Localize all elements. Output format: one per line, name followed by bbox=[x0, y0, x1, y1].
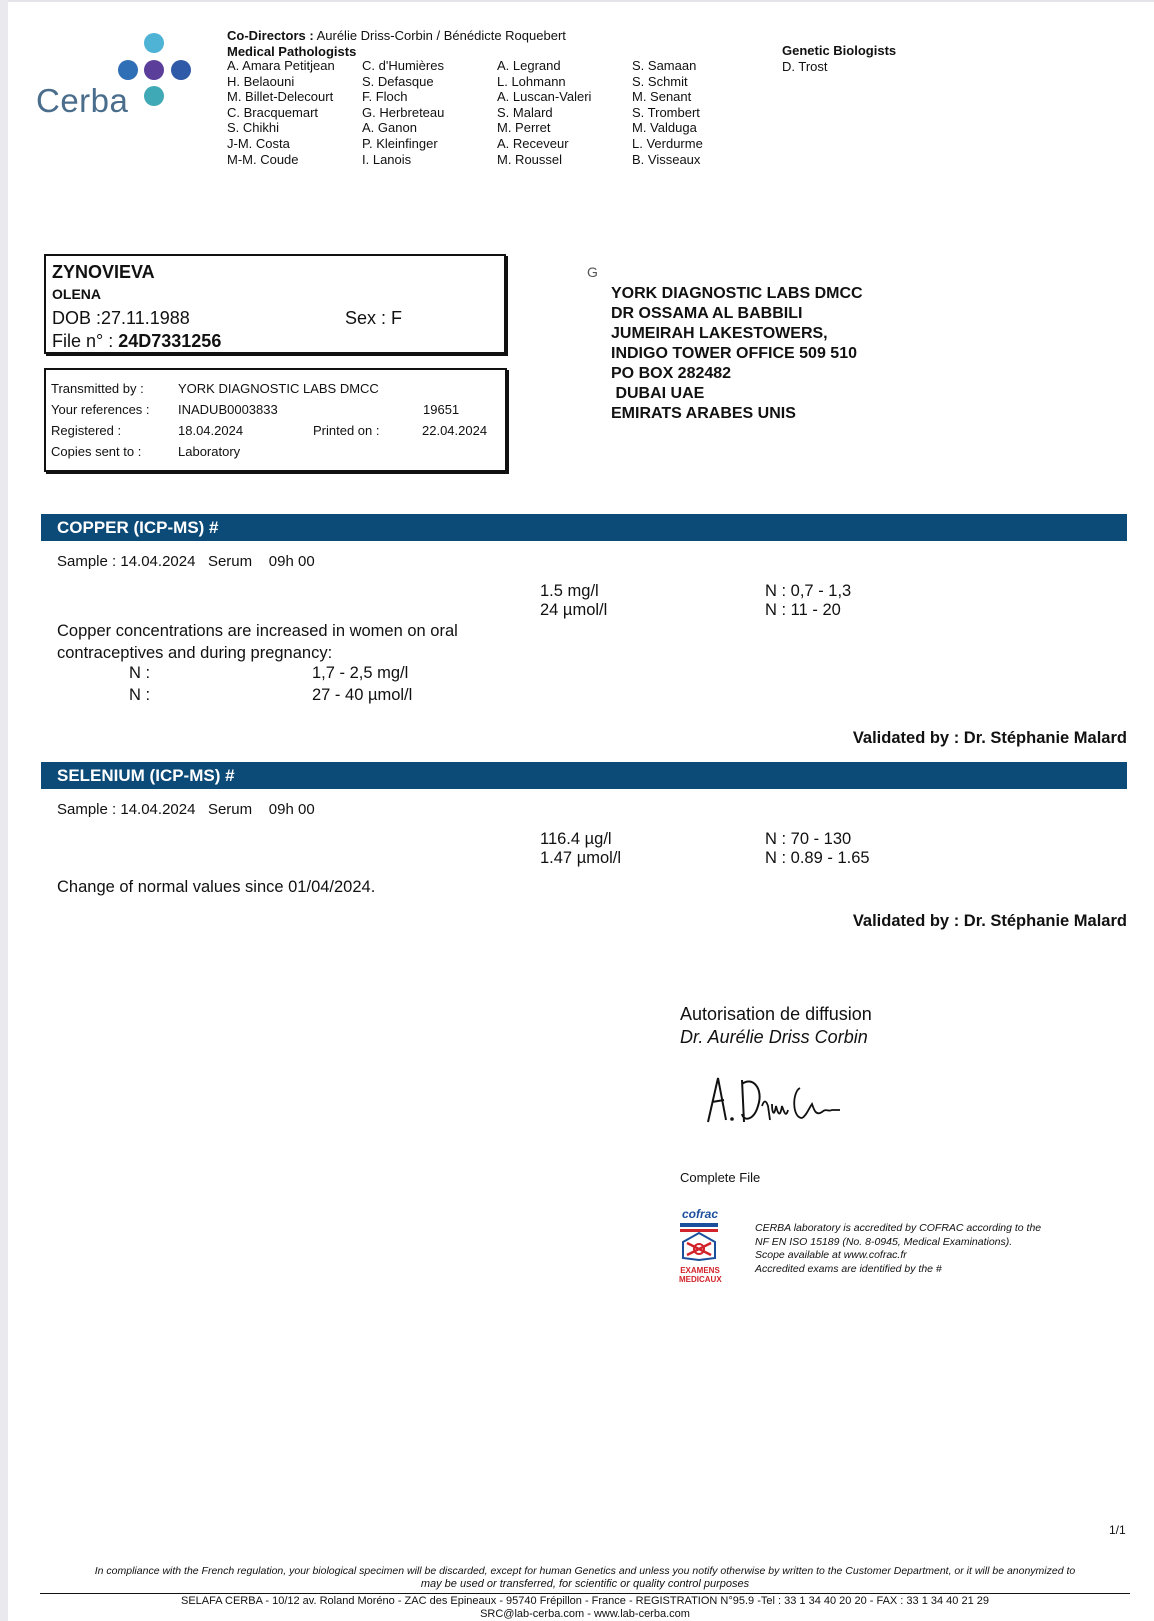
copies-value: Laboratory bbox=[178, 444, 241, 459]
address-line: DUBAI UAE bbox=[611, 385, 705, 402]
patient-file-number bbox=[52, 331, 221, 352]
copper-section-header bbox=[41, 514, 1127, 541]
selenium-validated-by: Validated by : Dr. Stéphanie Malard bbox=[852, 912, 1127, 930]
patient-sex: Sex : F bbox=[345, 308, 403, 328]
pathologist-name: G. Herbreteau bbox=[362, 104, 445, 120]
patient-box bbox=[44, 254, 506, 354]
copper-sample: Sample : 14.04.2024 Serum 09h 00 bbox=[57, 553, 315, 570]
cerba-logo bbox=[36, 30, 196, 125]
patient-dob: DOB :27.11.1988 bbox=[52, 308, 190, 328]
references-label: Your references : bbox=[51, 402, 150, 417]
note-line: Copper concentrations are increased in women on oral bbox=[57, 622, 458, 640]
transmission-box bbox=[44, 368, 507, 472]
pathologist-name: F. Floch bbox=[362, 89, 408, 105]
copper-validated-by: Validated by : Dr. Stéphanie Malard bbox=[852, 729, 1127, 747]
footer-notice-line: may be used or transferred, for scientific or quality control purposes bbox=[420, 1578, 750, 1590]
recipient-address bbox=[611, 284, 863, 424]
footer-address-line: SELAFA CERBA - 10/12 av. Roland Moréno - ZAC des Epineaux - 95740 Frépillon - France - REGISTRATION N°95.9 -Tel : 33 1 34 40 20 20 - FAX : 33 1 34 40 21 29 bbox=[180, 1595, 989, 1607]
genetic-biologists-label: Genetic Biologists bbox=[782, 43, 897, 58]
medical-pathologists-label: Medical Pathologists bbox=[227, 43, 357, 59]
footer-divider bbox=[40, 1593, 1130, 1594]
page-number: 1/1 bbox=[1109, 1523, 1126, 1537]
registered-value: 18.04.2024 bbox=[178, 423, 244, 438]
staff-header bbox=[227, 28, 566, 59]
file-label: File n° : bbox=[52, 331, 114, 351]
copper-normal-2: N : 11 - 20 bbox=[765, 601, 841, 619]
pathologist-column-1 bbox=[227, 58, 335, 167]
selenium-result-2: 1.47 µmol/l bbox=[540, 849, 622, 867]
file-number-value: 24D7331256 bbox=[118, 331, 222, 351]
address-line: PO BOX 282482 bbox=[611, 365, 732, 382]
address-line: DR OSSAMA AL BABBILI bbox=[611, 305, 803, 322]
pathologist-name: H. Belaouni bbox=[227, 73, 295, 89]
pathologist-name: P. Kleinfinger bbox=[362, 135, 438, 151]
pathologist-name: S. Trombert bbox=[632, 104, 700, 120]
recipient-mark: G bbox=[587, 264, 598, 280]
copper-note bbox=[57, 620, 458, 664]
selenium-result-1: 116.4 µg/l bbox=[540, 830, 612, 848]
pathologist-name: A. Amara Petitjean bbox=[227, 58, 335, 73]
pathologist-name: S. Defasque bbox=[362, 73, 434, 89]
pathologist-name: S. Schmit bbox=[632, 73, 688, 89]
cerba-logo-text: Cerba bbox=[36, 82, 129, 119]
note-line: contraceptives and during pregnancy: bbox=[57, 644, 333, 662]
cofrac-logo-subtext: EXAMENS MEDICAUX bbox=[679, 1266, 722, 1284]
pathologist-name: A. Ganon bbox=[362, 120, 417, 136]
copper-sub-value-1: 1,7 - 2,5 mg/l bbox=[312, 664, 409, 682]
complete-file-label: Complete File bbox=[680, 1170, 761, 1185]
pathologist-name: C. d'Humières bbox=[362, 58, 444, 73]
pathologist-name: I. Lanois bbox=[362, 151, 412, 167]
selenium-sample: Sample : 14.04.2024 Serum 09h 00 bbox=[57, 801, 315, 818]
selenium-normal-2: N : 0.89 - 1.65 bbox=[765, 849, 870, 867]
copper-result-2: 24 µmol/l bbox=[540, 601, 608, 619]
signature-icon bbox=[700, 1066, 850, 1126]
footer-notice-line: In compliance with the French regulation, your biological specimen will be discarded, except for human Genetics and unless you notify otherwise by written to the Customer Department, or it will be anonymized to bbox=[94, 1565, 1076, 1577]
copper-sub-value-2: 27 - 40 µmol/l bbox=[312, 686, 413, 704]
registered-label: Registered : bbox=[51, 423, 122, 438]
genetic-biologist-name: D. Trost bbox=[782, 58, 828, 74]
accreditation-line: Accredited exams are identified by the # bbox=[755, 1262, 942, 1275]
patient-last-name: ZYNOVIEVA bbox=[52, 262, 155, 282]
selenium-title: SELENIUM (ICP-MS) # bbox=[57, 766, 235, 785]
pathologist-name: A. Receveur bbox=[497, 135, 569, 151]
address-line: EMIRATS ARABES UNIS bbox=[611, 405, 796, 422]
page-top-edge bbox=[8, 0, 1154, 2]
transmitted-by-label: Transmitted by : bbox=[51, 381, 144, 396]
pathologist-name: S. Samaan bbox=[632, 58, 697, 73]
selenium-normal-1: N : 70 - 130 bbox=[765, 830, 852, 848]
footer-address-line: SRC@lab-cerba.com - www.lab-cerba.com bbox=[480, 1608, 690, 1620]
copper-sub-label-1: N : bbox=[129, 664, 151, 682]
patient-first-name: OLENA bbox=[52, 286, 101, 302]
pathologist-name: C. Bracquemart bbox=[227, 104, 319, 120]
co-directors-label: Co-Directors : bbox=[227, 28, 314, 43]
footer-address bbox=[40, 1595, 1130, 1621]
signature bbox=[700, 1066, 850, 1126]
accreditation-line: Scope available at www.cofrac.fr bbox=[755, 1249, 907, 1261]
selenium-section-header bbox=[41, 762, 1127, 789]
transmitted-by-value: YORK DIAGNOSTIC LABS DMCC bbox=[178, 381, 379, 396]
printed-value: 22.04.2024 bbox=[422, 423, 488, 438]
cofrac-logo-text: cofrac bbox=[681, 1207, 719, 1221]
accreditation-line: CERBA laboratory is accredited by COFRAC according to the bbox=[755, 1222, 1042, 1234]
pathologist-name: M-M. Coude bbox=[227, 151, 299, 167]
pathologist-name: M. Valduga bbox=[632, 120, 697, 136]
authorization-doctor: Dr. Aurélie Driss Corbin bbox=[680, 1027, 868, 1047]
genetic-biologists bbox=[782, 43, 896, 74]
printed-label: Printed on : bbox=[313, 423, 380, 438]
cofrac-logo bbox=[679, 1207, 722, 1284]
pathologist-name: S. Malard bbox=[497, 104, 553, 120]
references-value: INADUB0003833 bbox=[178, 402, 278, 417]
footer-notice bbox=[40, 1565, 1130, 1591]
pathologist-name: L. Lohmann bbox=[497, 73, 566, 89]
accreditation-text bbox=[755, 1222, 1041, 1276]
co-directors-names: Aurélie Driss-Corbin / Bénédicte Roquebert bbox=[316, 28, 566, 43]
pathologist-name: J-M. Costa bbox=[227, 135, 290, 151]
pathologist-name: L. Verdurme bbox=[632, 135, 703, 151]
pathologist-name: A. Legrand bbox=[497, 58, 561, 73]
pathologist-column-3 bbox=[497, 58, 591, 167]
address-line: YORK DIAGNOSTIC LABS DMCC bbox=[611, 285, 863, 302]
copper-sub-label-2: N : bbox=[129, 686, 151, 704]
copper-normal-1: N : 0,7 - 1,3 bbox=[765, 582, 852, 600]
pathologist-name: B. Visseaux bbox=[632, 151, 701, 167]
pathologist-name: M. Billet-Delecourt bbox=[227, 89, 334, 105]
pathologist-column-2 bbox=[362, 58, 444, 167]
selenium-note: Change of normal values since 01/04/2024. bbox=[57, 878, 376, 896]
references-code: 19651 bbox=[423, 402, 460, 417]
pathologist-name: M. Roussel bbox=[497, 151, 563, 167]
copies-label: Copies sent to : bbox=[51, 444, 142, 459]
pathologist-name: M. Senant bbox=[632, 89, 692, 105]
copper-result-1: 1.5 mg/l bbox=[540, 582, 599, 600]
accreditation-line: NF EN ISO 15189 (No. 8-0945, Medical Examinations). bbox=[755, 1235, 1013, 1248]
page-left-edge bbox=[0, 0, 8, 1621]
address-line: INDIGO TOWER OFFICE 509 510 bbox=[611, 345, 857, 362]
copper-title: COPPER (ICP-MS) # bbox=[57, 518, 219, 537]
authorization-title: Autorisation de diffusion bbox=[680, 1004, 872, 1024]
pathologist-column-4 bbox=[632, 58, 703, 167]
co-directors-line bbox=[227, 28, 566, 44]
address-line: JUMEIRAH LAKESTOWERS, bbox=[611, 325, 828, 342]
pathologist-name: M. Perret bbox=[497, 120, 551, 136]
pathologist-name: S. Chikhi bbox=[227, 120, 280, 136]
pathologist-name: A. Luscan-Valeri bbox=[497, 89, 592, 105]
cofrac-emblem-icon bbox=[679, 1221, 721, 1261]
